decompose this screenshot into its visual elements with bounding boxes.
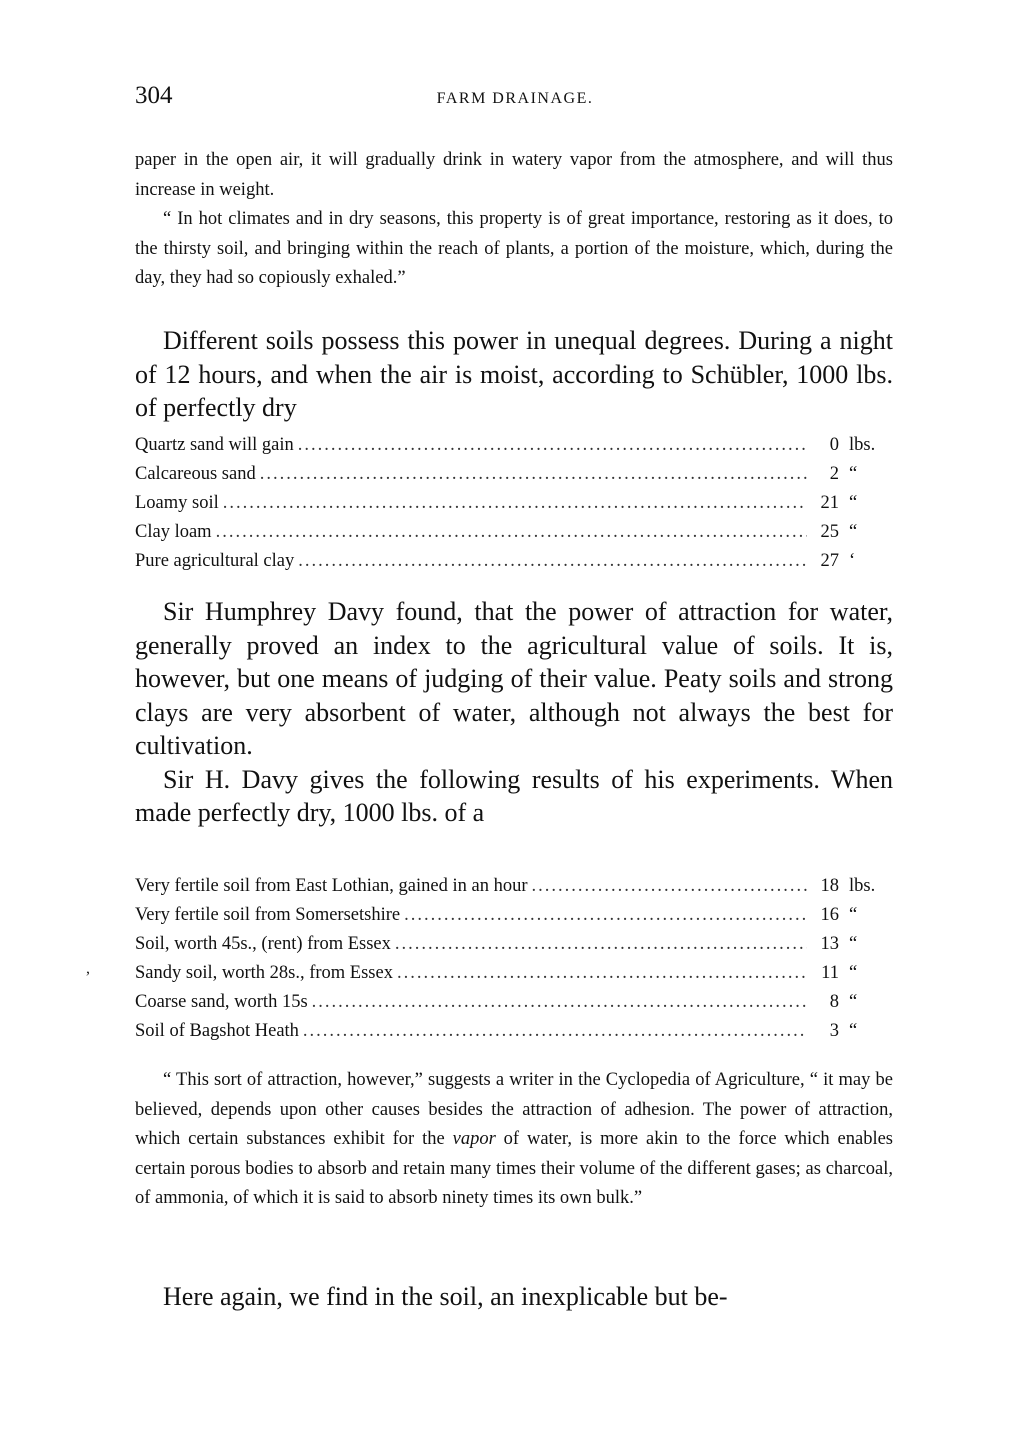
dot-leader (303, 1021, 807, 1042)
row-label: Clay loam (135, 522, 212, 542)
row-unit: “ (849, 493, 858, 513)
row-value: 27 (820, 551, 839, 571)
row-label: Pure agricultural clay (135, 551, 295, 571)
row-unit: “ (849, 963, 858, 983)
row-label: Soil of Bagshot Heath (135, 1021, 299, 1041)
row-unit: “ (849, 905, 858, 925)
emphasis-vapor: vapor (452, 1129, 496, 1149)
row-value: 16 (820, 905, 839, 925)
row-value: 25 (820, 522, 839, 542)
row-unit: lbs. (849, 435, 876, 455)
row-value: 8 (829, 992, 839, 1012)
table-row (135, 464, 895, 493)
dot-leader (298, 435, 807, 456)
text-run: of water, is more akin to the force which enables certain porous bodies to absorb and retain many times their volume of the different gases; as charcoal, of ammonia, of which it is said to absorb ninety times its own bulk.” (135, 1129, 894, 1208)
row-unit: ‘ (849, 551, 856, 571)
dot-leader (216, 522, 807, 543)
page-number: 304 (135, 82, 173, 109)
row-unit: “ (849, 464, 858, 484)
row-label: Very fertile soil from Somersetshire (135, 905, 401, 925)
row-unit: “ (849, 522, 858, 542)
paragraph-text: paper in the open air, it will gradually drink in watery vapor from the atmosphere, and will thus increase in weight. (135, 150, 893, 200)
row-label: Sandy soil, worth 28s., from Essex (135, 963, 393, 983)
row-label: Calcareous sand (135, 464, 256, 484)
paragraph-davy-found (135, 595, 893, 830)
stray-mark: , (86, 960, 90, 977)
row-label: Coarse sand, worth 15s (135, 992, 308, 1012)
dot-leader (404, 905, 807, 926)
row-unit: “ (849, 992, 858, 1012)
dot-leader (397, 963, 807, 984)
paragraph-different-soils (135, 324, 893, 425)
table-row (135, 963, 895, 992)
row-value: 3 (829, 1021, 839, 1041)
row-label: Very fertile soil from East Lothian, gained in an hour (135, 876, 528, 896)
row-value: 18 (820, 876, 839, 896)
dot-leader (312, 992, 807, 1013)
paragraph-here-again (135, 1280, 893, 1314)
schubler-table (135, 435, 895, 580)
row-value: 0 (829, 435, 839, 455)
davy-table (135, 876, 895, 1050)
dot-leader (532, 876, 807, 897)
paragraph-text: Sir Humphrey Davy found, that the power of attraction for water, generally proved an index to the agricultural value of soils. It is, however, but one means of judging of their value. Peaty soils and strong clays are very absorbent of water, although not always the best for cultivation. (135, 597, 893, 760)
row-value: 21 (820, 493, 839, 513)
paragraph-vapor (135, 146, 893, 294)
dot-leader (298, 551, 807, 572)
row-unit: “ (849, 1021, 858, 1041)
table-row (135, 934, 895, 963)
row-value: 2 (829, 464, 839, 484)
paragraph-text: Here again, we find in the soil, an inexplicable but be- (163, 1282, 728, 1311)
row-label: Quartz sand will gain (135, 435, 294, 455)
row-value: 13 (820, 934, 839, 954)
row-value: 11 (821, 963, 839, 983)
row-label: Soil, worth 45s., (rent) from Essex (135, 934, 391, 954)
table-row (135, 551, 895, 580)
dot-leader (223, 493, 807, 514)
dot-leader (260, 464, 807, 485)
table-row (135, 905, 895, 934)
table-row (135, 522, 895, 551)
text-run: “ This sort of attraction, however,” suggests a writer in the Cyclopedia of Agriculture, “ it may be believed, depends upon other causes besides the attraction of adhesion. The power of attraction, which certain substances exhibit for the (135, 1070, 893, 1149)
row-label: Loamy soil (135, 493, 219, 513)
running-head: FARM DRAINAGE. (436, 90, 594, 107)
row-unit: “ (849, 934, 858, 954)
table-row (135, 435, 895, 464)
paragraph-text: Sir H. Davy gives the following results of his experiments. When made perfectly dry, 1000 lbs. of a (135, 764, 893, 827)
page-header (135, 82, 895, 112)
paragraph-text: Different soils possess this power in unequal degrees. During a night of 12 hours, and when the air is moist, according to Schübler, 1000 lbs. of perfectly dry (135, 326, 893, 422)
table-row (135, 493, 895, 522)
table-row (135, 1021, 895, 1050)
paragraph-text (135, 1066, 893, 1214)
row-unit: lbs. (849, 876, 876, 896)
table-row (135, 876, 895, 905)
quote-hot-climates: “ In hot climates and in dry seasons, this property is of great importance, restoring as it does, to the thirsty soil, and bringing within the reach of plants, a portion of the moisture, which, during the day, they had so copiously exhaled.” (135, 209, 893, 288)
paragraph-cyclopedia-quote (135, 1066, 893, 1214)
table-row (135, 992, 895, 1021)
dot-leader (395, 934, 807, 955)
